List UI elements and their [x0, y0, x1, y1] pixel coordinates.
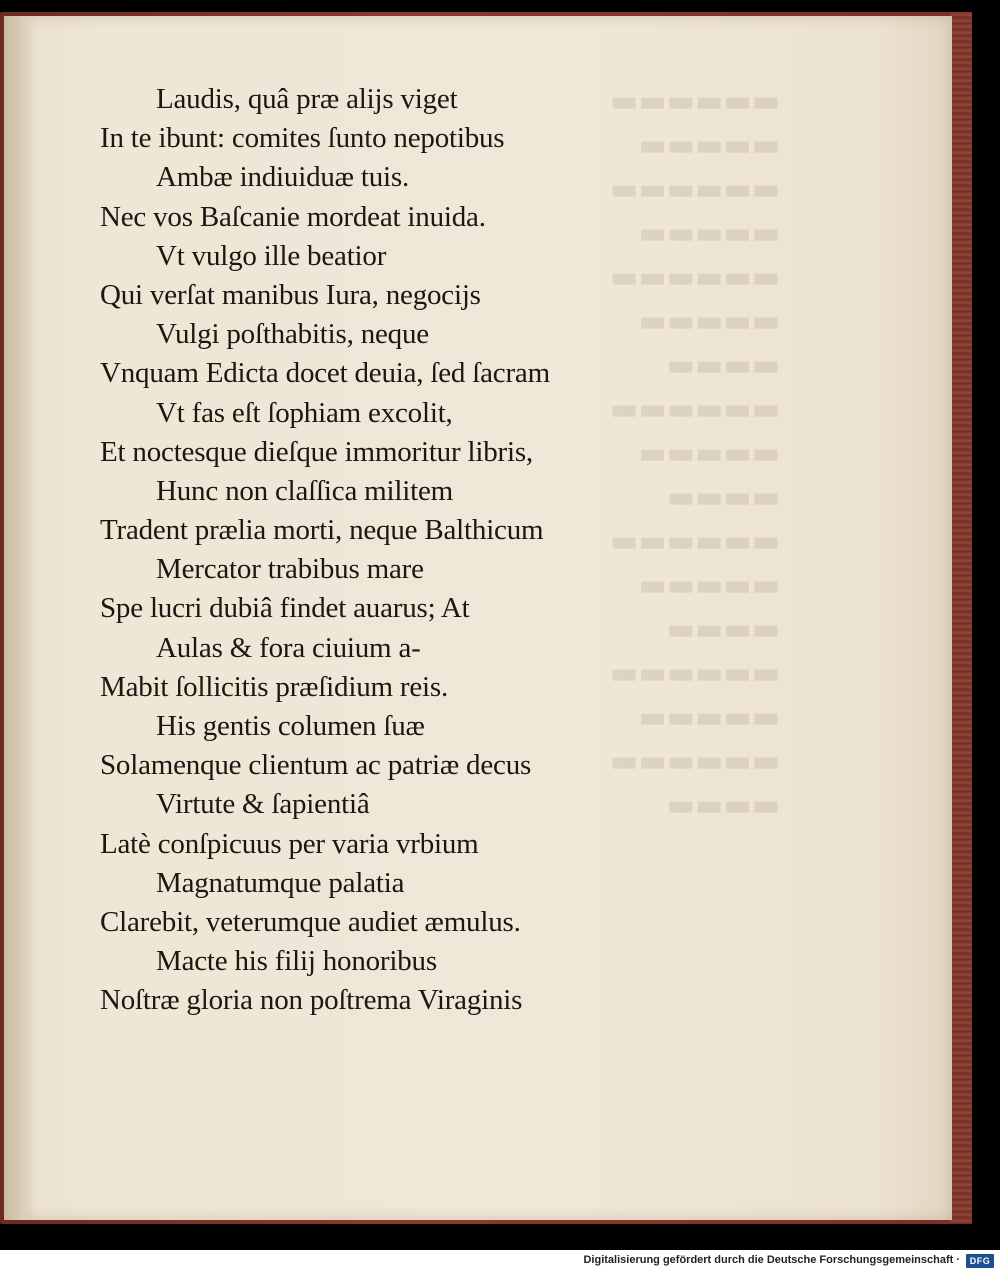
poem-line: Magnatumque palatia	[156, 866, 405, 899]
poem-line: Hunc non claſſica militem	[156, 474, 453, 507]
poem-line: Mercator trabibus mare	[156, 553, 424, 586]
poem-line: Vulgi poſthabitis, neque	[156, 318, 429, 351]
poem-line: Spe lucri dubiâ findet auarus; At	[100, 592, 470, 625]
poem-line: Virtute & ſapientiâ	[156, 788, 370, 821]
cover-edge	[950, 12, 972, 1224]
poem-line: In te ibunt: comites ſunto nepotibus	[100, 122, 505, 155]
poem-line: Noſtræ gloria non poſtrema Viraginis	[100, 984, 523, 1017]
poem-line: Solamenque clientum ac patriæ decus	[100, 749, 532, 782]
dfg-logo-icon[interactable]: DFG	[966, 1254, 994, 1268]
funding-credit: Digitalisierung gefördert durch die Deutsche Forschungsgemeinschaft ·	[583, 1254, 960, 1266]
poem-line: Vt vulgo ille beatior	[156, 239, 387, 272]
page-gutter	[4, 16, 36, 1220]
show-through: ▬▬▬▬▬▬ ▬▬▬▬▬ ▬▬▬▬▬▬ ▬▬▬▬▬ ▬▬▬▬▬▬ ▬▬▬▬▬ ▬▬▬▬ ▬▬▬▬▬▬ ▬▬▬▬▬ ▬▬▬▬ ▬▬▬▬▬▬ ▬▬▬▬▬ ▬▬▬▬ ▬▬▬▬▬▬ ▬▬▬▬▬ ▬▬▬▬▬▬ ▬▬▬▬	[609, 84, 780, 823]
poem-line: Qui verſat manibus Iura, negocijs	[100, 278, 481, 311]
poem-line: Mabit ſollicitis præſidium reis.	[100, 670, 449, 703]
poem-text	[100, 80, 720, 1021]
poem-line: Clarebit, veterumque audiet æmulus.	[100, 905, 521, 938]
poem-line: Nec vos Baſcanie mordeat inuida.	[100, 200, 486, 233]
poem-line: Laudis, quâ præ alijs viget	[156, 83, 458, 115]
poem-line: Macte his filij honoribus	[156, 945, 437, 978]
poem-line: Ambæ indiuiduæ tuis.	[156, 161, 410, 194]
poem-line: Vt fas eſt ſophiam excolit,	[156, 396, 453, 429]
poem-line: Et noctesque dieſque immoritur libris,	[100, 435, 533, 468]
footer-bar	[0, 1250, 1000, 1273]
poem-line: Vnquam Edicta docet deuia, ſed ſacram	[100, 357, 550, 390]
poem-line: Aulas & fora ciuium a-	[156, 631, 421, 664]
poem-line: Tradent prælia morti, neque Balthicum	[100, 514, 544, 547]
poem-line: Latè conſpicuus per varia vrbium	[100, 827, 479, 860]
poem-line: His gentis columen ſuæ	[156, 710, 425, 742]
